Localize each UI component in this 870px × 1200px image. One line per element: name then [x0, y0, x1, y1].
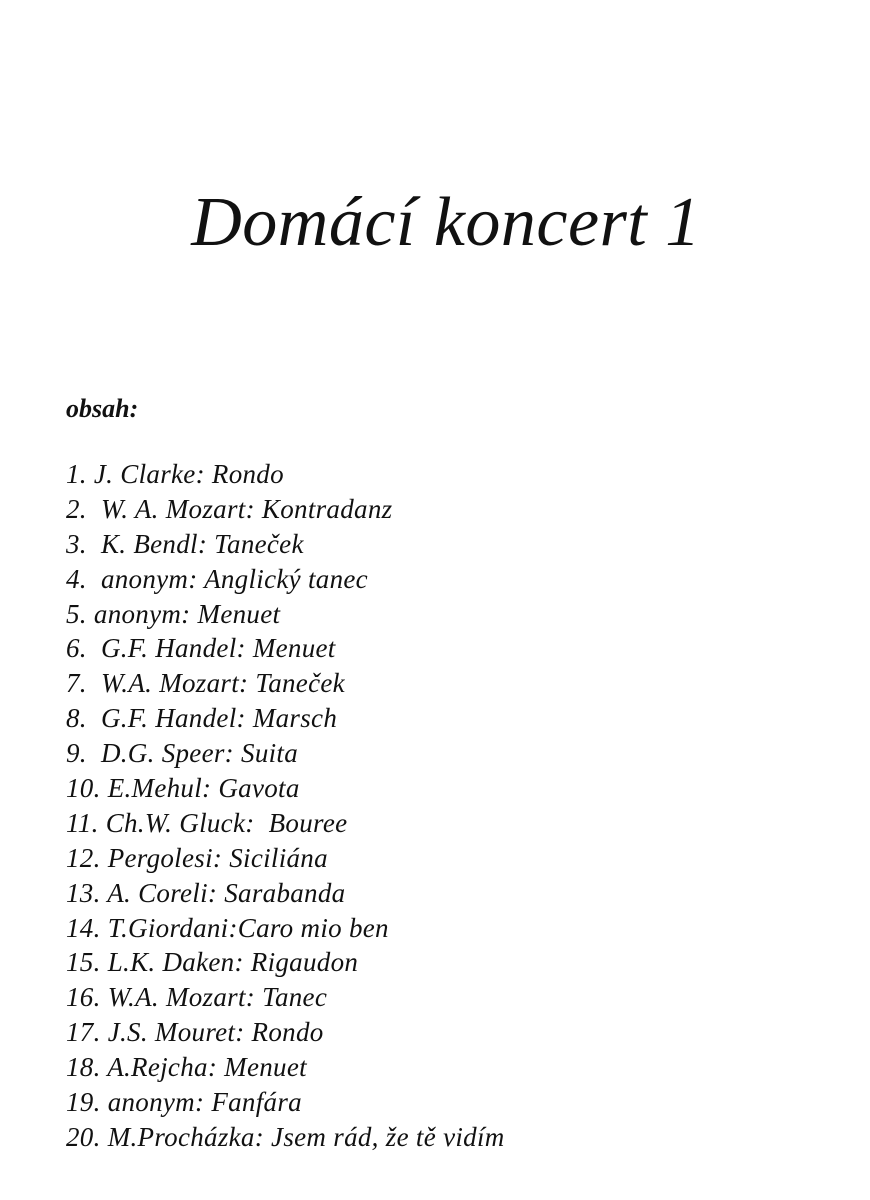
list-item: 8. G.F. Handel: Marsch: [66, 703, 338, 734]
list-item: 16. W.A. Mozart: Tanec: [66, 982, 328, 1013]
list-item: 18. A.Rejcha: Menuet: [66, 1052, 307, 1083]
list-item: 10. E.Mehul: Gavota: [66, 773, 300, 804]
list-item: 17. J.S. Mouret: Rondo: [66, 1017, 324, 1048]
document-title: Domácí koncert 1: [191, 184, 701, 261]
list-item: 6. G.F. Handel: Menuet: [66, 633, 336, 664]
list-item: 4. anonym: Anglický tanec: [66, 563, 368, 594]
list-item: 3. K. Bendl: Taneček: [66, 528, 304, 559]
list-item: 15. L.K. Daken: Rigaudon: [66, 947, 359, 978]
list-item: 5. anonym: Menuet: [66, 598, 281, 629]
contents-heading: obsah:: [66, 394, 139, 423]
contents-list: [66, 457, 505, 1155]
list-item: 9. D.G. Speer: Suita: [66, 738, 299, 769]
list-item: 20. M.Procházka: Jsem rád, že tě vidím: [66, 1121, 505, 1152]
list-item: 7. W.A. Mozart: Taneček: [66, 668, 345, 699]
list-item: 12. Pergolesi: Siciliána: [66, 842, 328, 873]
list-item: 14. T.Giordani:Caro mio ben: [66, 912, 389, 943]
list-item: 13. A. Coreli: Sarabanda: [66, 877, 346, 908]
list-item: 1. J. Clarke: Rondo: [66, 459, 284, 489]
list-item: 2. W. A. Mozart: Kontradanz: [66, 493, 393, 524]
list-item: 11. Ch.W. Gluck: Bouree: [66, 807, 348, 838]
list-item: 19. anonym: Fanfára: [66, 1087, 302, 1118]
